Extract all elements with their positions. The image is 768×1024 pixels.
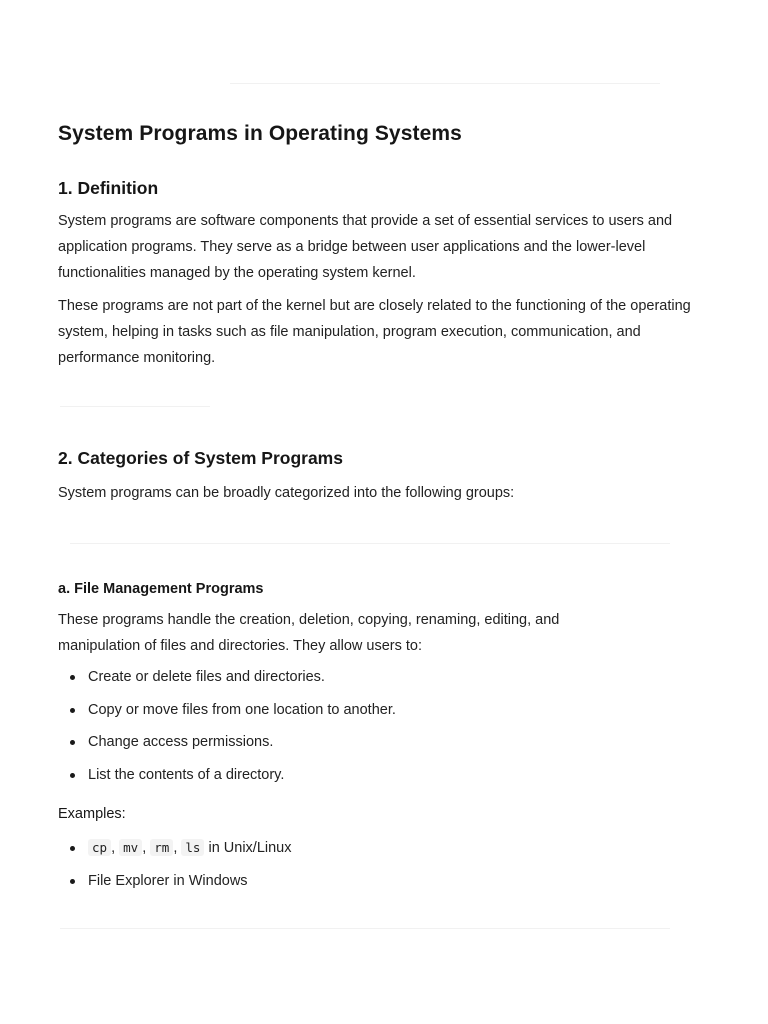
command-mv: mv: [119, 839, 142, 856]
example-item-unix: [58, 838, 291, 858]
list-item-text: Copy or move files from one location to another.: [88, 701, 396, 718]
example-separator: ,: [111, 840, 116, 856]
examples-label: Examples:: [58, 806, 126, 822]
list-item-text: Create or delete files and directories.: [88, 669, 325, 685]
command-ls: ls: [181, 839, 204, 856]
bullet-icon: [70, 879, 75, 884]
list-item-text: List the contents of a directory.: [88, 766, 285, 783]
bullet-icon: [70, 675, 75, 680]
bullet-icon: [70, 708, 75, 713]
page-title: System Programs in Operating Systems: [58, 122, 462, 145]
definition-paragraph-1: System programs are software components that provide a set of essential services to users and application programs. They serve as a bridge between user applications and the lower-level functionalities managed by the operating system kernel.: [58, 213, 673, 281]
example-item-windows: [58, 871, 291, 891]
faint-divider-top: [230, 83, 660, 84]
example-separator: ,: [142, 840, 147, 856]
bullet-icon: [70, 773, 75, 778]
example-separator: ,: [173, 840, 178, 856]
command-rm: rm: [150, 839, 173, 856]
faint-divider-section2: [70, 543, 670, 544]
subsection-heading-file-management: a. File Management Programs: [58, 581, 264, 597]
bullet-icon: [70, 740, 75, 745]
examples-list: [58, 838, 291, 903]
categories-intro: System programs can be broadly categorized into the following groups:: [58, 485, 515, 501]
list-item-text: Change access permissions.: [88, 734, 274, 750]
list-item: [58, 700, 396, 720]
command-cp: cp: [88, 839, 111, 856]
definition-paragraph-2: These programs are not part of the kernel but are closely related to the functioning of the operating system, helping in tasks such as file manipulation, program execution, communication, and performance monitoring.: [58, 298, 691, 366]
example-unix-suffix: in Unix/Linux: [208, 840, 292, 856]
section-heading-definition: 1. Definition: [58, 178, 159, 198]
file-management-list: [58, 667, 396, 797]
list-item: [58, 732, 396, 752]
list-item: [58, 667, 396, 687]
list-item-text: File Explorer in Windows: [88, 872, 248, 889]
faint-divider-bottom: [60, 928, 670, 929]
file-management-paragraph: These programs handle the creation, deletion, copying, renaming, editing, and manipulation of files and directories. They allow users to:: [58, 612, 560, 654]
bullet-icon: [70, 846, 75, 851]
section-heading-categories: 2. Categories of System Programs: [58, 448, 343, 468]
faint-divider-section1: [60, 406, 210, 407]
list-item: [58, 765, 396, 785]
